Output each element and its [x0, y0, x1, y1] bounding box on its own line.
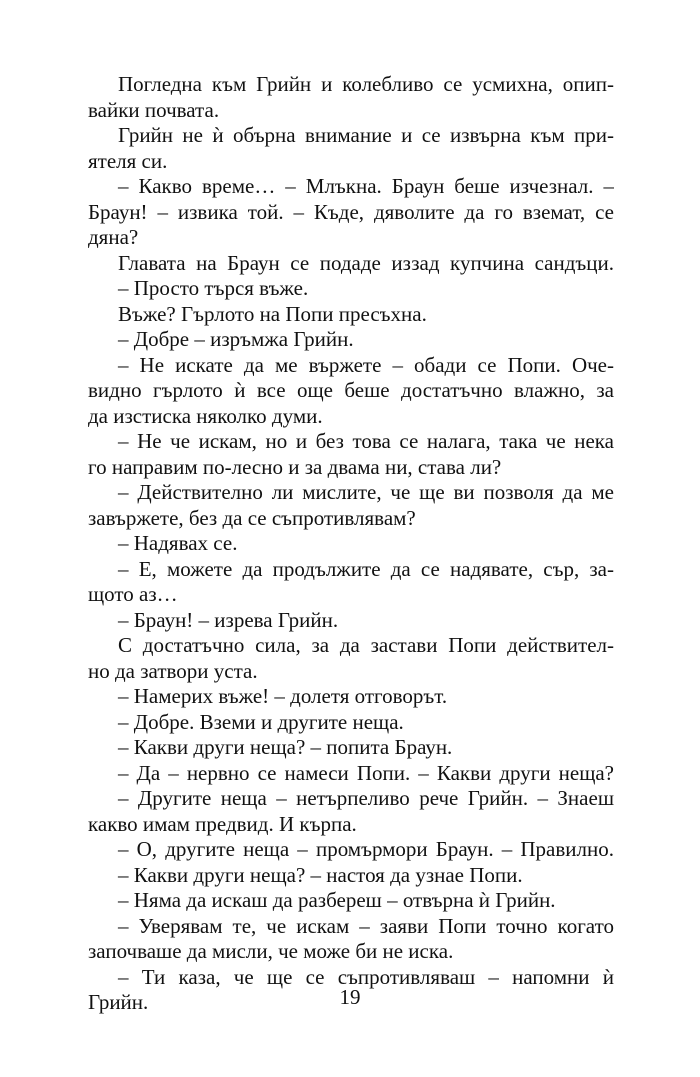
- text-line: Главата на Браун се подаде иззад купчина сандъци.: [118, 250, 614, 275]
- text-line: завържете, без да се съпротивлявам?: [88, 505, 416, 530]
- text-line: – Другите неща – нетърпеливо рече Грийн. – Знаеш: [118, 786, 614, 810]
- body-text: [88, 72, 614, 1016]
- text-line: започваше да мисли, че може би не иска.: [88, 939, 454, 963]
- text-line: го направим по-лесно и за двама ни, става ли?: [88, 454, 502, 479]
- text-line: – Просто търся въже.: [118, 276, 309, 300]
- text-line: дяна?: [88, 225, 139, 249]
- text-line: Въже? Гърлото на Попи пресъхна.: [118, 301, 427, 326]
- text-line: Грийн.: [88, 990, 149, 1014]
- text-line: – Намерих въже! – долетя отговорът.: [118, 684, 448, 708]
- text-line: – Какво време… – Млъкна. Браун беше изчезнал. –: [118, 174, 614, 198]
- text-line: но да затвори уста.: [88, 658, 258, 683]
- text-line: – Добре. Вземи и другите неща.: [118, 709, 404, 734]
- text-line: – Ти каза, че ще се съпротивляваш – напомни ѝ: [118, 964, 614, 989]
- text-line: – Действително ли мислите, че ще ви позволя да ме: [118, 480, 614, 504]
- text-line: – Да – нервно се намеси Попи. – Какви други неща?: [118, 760, 614, 785]
- text-line: – Какви други неща? – попита Браун.: [118, 735, 453, 759]
- text-line: вайки почвата.: [88, 97, 220, 122]
- text-line: – Уверявам те, че искам – заяви Попи точно когато: [118, 913, 614, 938]
- text-line: Браун! – извика той. – Къде, дяволите да го вземат, се: [88, 199, 614, 224]
- text-line: – Не че искам, но и без това се налага, така че нека: [118, 429, 614, 453]
- text-line: – Не искате да ме вържете – обади се Попи. Оче-: [118, 352, 614, 377]
- text-line: Погледна към Грийн и колебливо се усмихна, опип-: [118, 72, 614, 96]
- text-line: видно гърлото ѝ все още беше достатъчно влажно, за: [88, 378, 614, 402]
- text-line: Грийн не ѝ обърна внимание и се извърна към при-: [118, 123, 614, 147]
- text-line: – Добре – изръмжа Грийн.: [118, 327, 354, 351]
- text-line: С достатъчно сила, за да застави Попи действител-: [118, 633, 614, 657]
- text-line: – Няма да искаш да разбереш – отвърна ѝ Грийн.: [118, 888, 556, 912]
- text-line: – Браун! – изрева Грийн.: [118, 607, 339, 632]
- text-line: какво имам предвид. И кърпа.: [88, 811, 357, 836]
- text-line: – Надявах се.: [118, 531, 238, 555]
- page-number: 19: [339, 985, 361, 1009]
- text-line: – О, другите неща – промърмори Браун. – Правилно.: [118, 837, 614, 861]
- text-line: да изстиска няколко думи.: [88, 403, 323, 428]
- text-line: щото аз…: [88, 582, 178, 606]
- text-line: – Е, можете да продължите да се надявате, сър, за-: [118, 556, 614, 581]
- text-line: ятеля си.: [88, 148, 168, 173]
- text-line: – Какви други неща? – настоя да узнае Попи.: [118, 862, 523, 887]
